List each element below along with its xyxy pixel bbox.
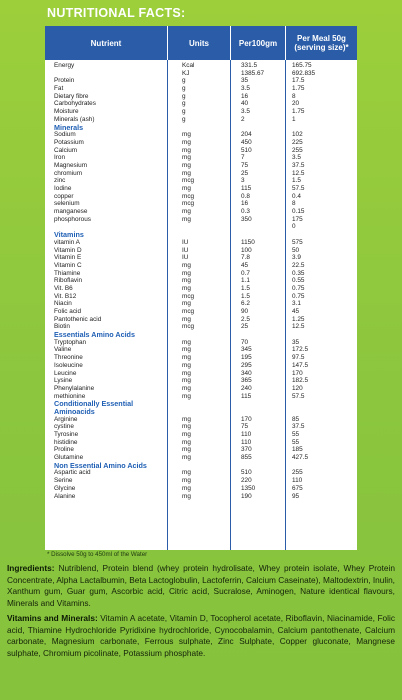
per-meal-cell: 165.75 — [292, 62, 312, 69]
per100-cell: 3 — [241, 177, 245, 185]
nutrient-cell: Tryptophan — [54, 338, 87, 346]
table-row — [45, 62, 357, 70]
nutrient-cell: Calcium — [54, 146, 78, 154]
per100-cell: 170 — [241, 415, 252, 423]
per-meal-cell: 0.75 — [292, 284, 305, 292]
per-meal-cell: 12.5 — [292, 323, 305, 331]
per-meal-cell: 175 — [292, 215, 303, 223]
unit-cell: IU — [182, 246, 189, 254]
unit-cell: Kcal — [182, 62, 195, 69]
table-row — [45, 469, 357, 477]
per-meal-cell: 575 — [292, 238, 303, 246]
nutrient-cell: Glutamine — [54, 454, 84, 462]
per-meal-cell: 8 — [292, 200, 296, 208]
per100-cell: 0.8 — [241, 192, 250, 200]
unit-cell: IU — [182, 254, 189, 262]
vitamins-paragraph — [7, 613, 395, 659]
per-meal-cell: 0.15 — [292, 208, 305, 216]
per-meal-cell: 692.835 — [292, 69, 316, 77]
per-meal-cell: 12.5 — [292, 169, 305, 177]
table-row — [45, 93, 357, 101]
section-heading — [45, 331, 357, 339]
nutrient-cell: Glycine — [54, 484, 76, 492]
per-meal-cell: 17.5 — [292, 77, 305, 85]
per100-cell: 75 — [241, 423, 249, 431]
unit-cell: mg — [182, 161, 191, 169]
per100-cell: 1385.67 — [241, 69, 265, 77]
table-row — [45, 147, 357, 155]
unit-cell: mg — [182, 361, 191, 369]
unit-cell: mg — [182, 315, 191, 323]
per-meal-cell: 1.75 — [292, 108, 305, 116]
header-per-meal: Per Meal 50g (serving size)* — [294, 34, 349, 52]
unit-cell: mg — [182, 446, 191, 454]
nutrient-cell: Sodium — [54, 131, 76, 139]
table-row — [45, 285, 357, 293]
ingredients-block — [7, 563, 395, 663]
table-row — [45, 308, 357, 316]
per-meal-cell: 0.4 — [292, 192, 301, 200]
unit-cell: mg — [182, 454, 191, 462]
nutrient-cell: Niacin — [54, 300, 72, 308]
per100-cell: 110 — [241, 431, 252, 438]
per-meal-cell: 427.5 — [292, 454, 308, 462]
per100-cell: 295 — [241, 361, 252, 369]
nutrient-cell: selenium — [54, 200, 80, 208]
table-row — [45, 354, 357, 362]
per100-cell: 331.5 — [241, 62, 257, 69]
per100-cell: 195 — [241, 354, 252, 362]
unit-cell: mg — [182, 338, 191, 346]
nutrient-cell: Non Essential Amino Acids — [54, 460, 147, 470]
nutrient-cell: Proline — [54, 446, 74, 454]
nutrient-cell: Minerals — [54, 122, 84, 132]
unit-cell: mg — [182, 377, 191, 385]
nutrient-cell: Valine — [54, 346, 72, 354]
table-row — [45, 77, 357, 85]
nutrient-cell: Vitamin C — [54, 261, 82, 269]
unit-cell: mg — [182, 185, 191, 192]
unit-cell: mg — [182, 484, 191, 492]
per100-cell: 0.3 — [241, 208, 250, 216]
per-meal-cell: 255 — [292, 146, 303, 154]
table-row — [45, 431, 357, 439]
table-row — [45, 493, 357, 501]
per100-cell: 7 — [241, 154, 245, 162]
per100-cell: 40 — [241, 100, 249, 108]
unit-cell: mg — [182, 392, 191, 400]
table-row — [45, 423, 357, 431]
per-meal-cell: 1.5 — [292, 177, 301, 185]
unit-cell: mg — [182, 146, 191, 154]
table-row — [45, 116, 357, 124]
section-heading — [45, 231, 357, 239]
table-row — [45, 193, 357, 201]
nutrient-cell: Vitamins — [54, 230, 84, 240]
nutrient-cell: Protein — [54, 77, 75, 85]
per-meal-cell: 20 — [292, 100, 300, 108]
nutrient-cell: Carbohydrates — [54, 100, 96, 108]
per100-cell: 1150 — [241, 238, 255, 246]
unit-cell: mg — [182, 477, 191, 485]
unit-cell: g — [182, 100, 186, 108]
per-meal-cell: 57.5 — [292, 392, 305, 400]
per100-cell: 45 — [241, 261, 249, 269]
table-row — [45, 300, 357, 308]
unit-cell: mcg — [182, 292, 195, 300]
nutrient-cell: Isoleucine — [54, 361, 83, 369]
unit-cell: mcg — [182, 192, 195, 200]
table-row — [45, 416, 357, 424]
per100-cell: 16 — [241, 92, 249, 100]
unit-cell: mg — [182, 300, 191, 308]
per100-cell: 3.5 — [241, 108, 250, 116]
per-meal-cell: 45 — [292, 308, 300, 315]
unit-cell: mg — [182, 369, 191, 377]
nutrient-cell: Conditionally Essential — [54, 399, 134, 409]
serving-note: * Dissolve 50g to 450ml of the Water — [47, 551, 148, 558]
unit-cell: mg — [182, 469, 191, 477]
per-meal-cell: 147.5 — [292, 361, 308, 369]
unit-cell: g — [182, 77, 186, 85]
per-meal-cell: 57.5 — [292, 185, 305, 192]
table-row — [45, 85, 357, 93]
per100-cell: 25 — [241, 323, 249, 331]
nutrient-cell: Leucine — [54, 369, 77, 377]
nutrient-cell: Potassium — [54, 138, 84, 146]
nutrient-cell: Folic acid — [54, 308, 81, 315]
per-meal-cell: 1 — [292, 115, 296, 123]
nutrient-cell: Energy — [54, 62, 75, 69]
per-meal-cell: 120 — [292, 384, 303, 392]
per-meal-cell: 3.1 — [292, 300, 301, 308]
ingredients-label: Ingredients: — [7, 563, 55, 573]
table-row — [45, 370, 357, 378]
per-meal-cell: 102 — [292, 131, 303, 139]
table-row — [45, 154, 357, 162]
nutrient-cell: zinc — [54, 177, 66, 185]
nutrient-cell: Vitamin D — [54, 246, 82, 254]
per100-cell: 7.8 — [241, 254, 250, 262]
per100-cell: 16 — [241, 200, 249, 208]
nutrient-cell: histidine — [54, 438, 78, 446]
unit-cell: g — [182, 108, 186, 116]
nutrient-cell: Pantothenic acid — [54, 315, 102, 323]
table-row — [45, 339, 357, 347]
unit-cell: mg — [182, 277, 191, 285]
table-row — [45, 385, 357, 393]
per100-cell: 110 — [241, 438, 252, 446]
nutrient-cell: Aminoacids — [54, 406, 95, 416]
per-meal-cell: 185 — [292, 446, 303, 454]
per-meal-cell: 255 — [292, 469, 303, 477]
page-title: NUTRITIONAL FACTS: — [47, 6, 186, 20]
nutrition-table — [45, 26, 357, 550]
nutrient-cell: Arginine — [54, 415, 78, 423]
per100-cell: 190 — [241, 492, 252, 500]
per100-cell: 1350 — [241, 484, 256, 492]
per-meal-cell: 55 — [292, 431, 300, 438]
nutrient-cell: Dietary fibre — [54, 92, 89, 100]
unit-cell: g — [182, 92, 186, 100]
per100-cell: 240 — [241, 384, 252, 392]
table-row — [45, 485, 357, 493]
per-meal-cell: 37.5 — [292, 161, 305, 169]
unit-cell: mg — [182, 415, 191, 423]
table-row — [45, 247, 357, 255]
unit-cell: mg — [182, 423, 191, 431]
unit-cell: mg — [182, 154, 191, 162]
per100-cell: 2 — [241, 115, 245, 123]
per100-cell: 0.7 — [241, 269, 250, 277]
per-meal-cell: 3.5 — [292, 154, 301, 162]
per100-cell: 450 — [241, 138, 252, 146]
table-row — [45, 477, 357, 485]
per100-cell: 25 — [241, 169, 249, 177]
unit-cell: mg — [182, 346, 191, 354]
table-row — [45, 446, 357, 454]
table-row — [45, 208, 357, 216]
table-body — [45, 62, 357, 500]
unit-cell: mg — [182, 492, 191, 500]
nutrient-cell: methionine — [54, 392, 86, 400]
nutrient-cell: manganese — [54, 208, 88, 216]
per100-cell: 70 — [241, 338, 249, 346]
table-header — [45, 26, 357, 60]
nutrient-cell: Thiamine — [54, 269, 81, 277]
header-per100: Per100gm — [238, 38, 278, 48]
per100-cell: 340 — [241, 369, 252, 377]
per-meal-cell: 55 — [292, 438, 300, 446]
unit-cell: mg — [182, 384, 191, 392]
per-meal-cell: 182.5 — [292, 377, 308, 385]
per-meal-cell: 0.75 — [292, 292, 305, 300]
table-row — [45, 139, 357, 147]
table-row — [45, 185, 357, 193]
section-heading — [45, 462, 357, 470]
per100-cell: 350 — [241, 215, 252, 223]
table-row — [45, 262, 357, 270]
per-meal-cell: 170 — [292, 369, 303, 377]
nutrient-cell: Threonine — [54, 354, 83, 362]
nutrient-cell: Vitamin E — [54, 254, 82, 262]
per-meal-cell: 22.5 — [292, 261, 305, 269]
table-row — [45, 239, 357, 247]
nutrient-cell: Moisture — [54, 108, 79, 116]
per100-cell: 510 — [241, 469, 252, 477]
per100-cell: 100 — [241, 246, 252, 254]
per-meal-cell: 50 — [292, 246, 300, 254]
table-row — [45, 439, 357, 447]
nutrient-cell: vitamin A — [54, 238, 80, 246]
nutrient-cell: Biotin — [54, 323, 70, 331]
nutrient-cell: cystine — [54, 423, 74, 431]
unit-cell: mg — [182, 438, 191, 446]
header-units: Units — [189, 38, 209, 48]
nutrient-cell: Fat — [54, 85, 64, 93]
ingredients-text: Nutriblend, Protein blend (whey protein hydrolisate, Whey protein isolate, Whey Protein Concentrate, Alpha Lactalbumin, Beta Lactoglobulin, Lactoferrin, Calcium Caseinate), Maltodextrin, Inulin, Xanthum gum, Guar gum, Ascorbic acid, Citric acid, Sucralose, Aminogen, Nature identical flavours, Minerals and Vitamins. — [7, 563, 395, 608]
per100-cell: 365 — [241, 377, 252, 385]
nutrient-cell: Tyrosine — [54, 431, 79, 438]
table-row — [45, 131, 357, 139]
nutrient-cell: Essentials Amino Acids — [54, 330, 135, 340]
table-row — [45, 177, 357, 185]
unit-cell: mg — [182, 354, 191, 362]
per100-cell: 3.5 — [241, 85, 250, 93]
nutrient-cell: Vit. B12 — [54, 292, 77, 300]
table-row — [45, 170, 357, 178]
section-heading — [45, 408, 357, 416]
unit-cell: mg — [182, 208, 191, 216]
nutrient-cell: copper — [54, 192, 74, 200]
per100-cell: 220 — [241, 477, 252, 485]
per-meal-cell: 37.5 — [292, 423, 305, 431]
table-row — [45, 70, 357, 78]
nutrient-cell: phosphorous — [54, 215, 91, 223]
unit-cell: mg — [182, 269, 191, 277]
ingredients-paragraph — [7, 563, 395, 609]
per100-cell: 115 — [241, 392, 252, 400]
per-meal-cell: 95 — [292, 492, 300, 500]
per-meal-cell: 97.5 — [292, 354, 305, 362]
table-row — [45, 108, 357, 116]
per-meal-cell: 3.9 — [292, 254, 301, 262]
nutrient-cell: Serine — [54, 477, 73, 485]
unit-cell: mg — [182, 131, 191, 139]
unit-cell: KJ — [182, 69, 190, 77]
table-row — [45, 200, 357, 208]
nutrient-cell: Aspartic acid — [54, 469, 91, 477]
per100-cell: 35 — [241, 77, 249, 85]
unit-cell: IU — [182, 238, 189, 246]
table-row — [45, 216, 357, 224]
nutrient-cell: Lysine — [54, 377, 73, 385]
nutrient-cell: Minerals (ash) — [54, 115, 95, 123]
unit-cell: mg — [182, 431, 191, 438]
table-row — [45, 254, 357, 262]
per100-cell: 1.1 — [241, 277, 250, 285]
per-meal-cell: 0.35 — [292, 269, 305, 277]
nutrient-cell: Iron — [54, 154, 66, 162]
per100-cell: 345 — [241, 346, 252, 354]
unit-cell: mg — [182, 138, 191, 146]
unit-cell: mg — [182, 169, 191, 177]
per100-cell: 370 — [241, 446, 252, 454]
table-row — [45, 162, 357, 170]
table-row — [45, 316, 357, 324]
per100-cell: 6.2 — [241, 300, 250, 308]
nutrient-cell: Vit. B6 — [54, 284, 73, 292]
per-meal-cell: 1.75 — [292, 85, 305, 93]
header-nutrient: Nutrient — [90, 38, 122, 48]
per-meal-cell: 0.55 — [292, 277, 305, 285]
unit-cell: mcg — [182, 177, 195, 185]
per100-cell: 1.5 — [241, 292, 250, 300]
unit-cell: mcg — [182, 200, 195, 208]
per100-cell: 115 — [241, 185, 252, 192]
nutrient-cell: chromium — [54, 169, 83, 177]
section-heading — [45, 124, 357, 132]
unit-cell: g — [182, 115, 186, 123]
per-meal-cell: 85 — [292, 415, 300, 423]
per-meal-cell: 110 — [292, 477, 303, 485]
per100-cell: 75 — [241, 161, 249, 169]
vitamins-label: Vitamins and Minerals: — [7, 613, 98, 623]
nutrient-cell: Iodine — [54, 185, 72, 192]
table-row — [45, 100, 357, 108]
per-meal-cell: 172.5 — [292, 346, 308, 354]
per-meal-cell: 225 — [292, 138, 303, 146]
table-row — [45, 270, 357, 278]
vitamins-text: Vitamin A acetate, Vitamin D, Tocopherol acetate, Riboflavin, Niacinamide, Folic acid, Thiamine Hydrochloride Pyridixine hydrochloride, Cynocobalamin, Calcium pantothenate, Calcium carbonate, Magnesium carbonate, Ferrous sulphate, Zinc Sulphate, Copper gluconate, Mangnese sulphate, Chromium picolinate, Potassium phosphate. — [7, 613, 395, 658]
per100-cell: 510 — [241, 146, 252, 154]
per-meal-cell: 675 — [292, 484, 303, 492]
unit-cell: mcg — [182, 308, 195, 315]
per100-cell: 1.5 — [241, 284, 250, 292]
table-row — [45, 223, 357, 231]
per100-cell: 204 — [241, 131, 252, 139]
per-meal-cell: 8 — [292, 92, 296, 100]
unit-cell: mg — [182, 215, 191, 223]
table-row — [45, 293, 357, 301]
nutrient-cell: Riboflavin — [54, 277, 83, 285]
per100-cell: 855 — [241, 454, 252, 462]
per-meal-cell: 1.25 — [292, 315, 305, 323]
per100-cell: 90 — [241, 308, 249, 315]
unit-cell: mg — [182, 284, 191, 292]
per-meal-cell: 35 — [292, 338, 300, 346]
nutrient-cell: Alanine — [54, 492, 76, 500]
table-row — [45, 277, 357, 285]
unit-cell: g — [182, 85, 186, 93]
per-meal-cell: 0 — [292, 223, 296, 231]
table-row — [45, 362, 357, 370]
table-row — [45, 346, 357, 354]
nutrient-cell: Phenylalanine — [54, 384, 95, 392]
nutrient-cell: Magnesium — [54, 161, 88, 169]
unit-cell: mg — [182, 261, 191, 269]
table-row — [45, 377, 357, 385]
unit-cell: mcg — [182, 323, 195, 331]
per100-cell: 2.5 — [241, 315, 250, 323]
